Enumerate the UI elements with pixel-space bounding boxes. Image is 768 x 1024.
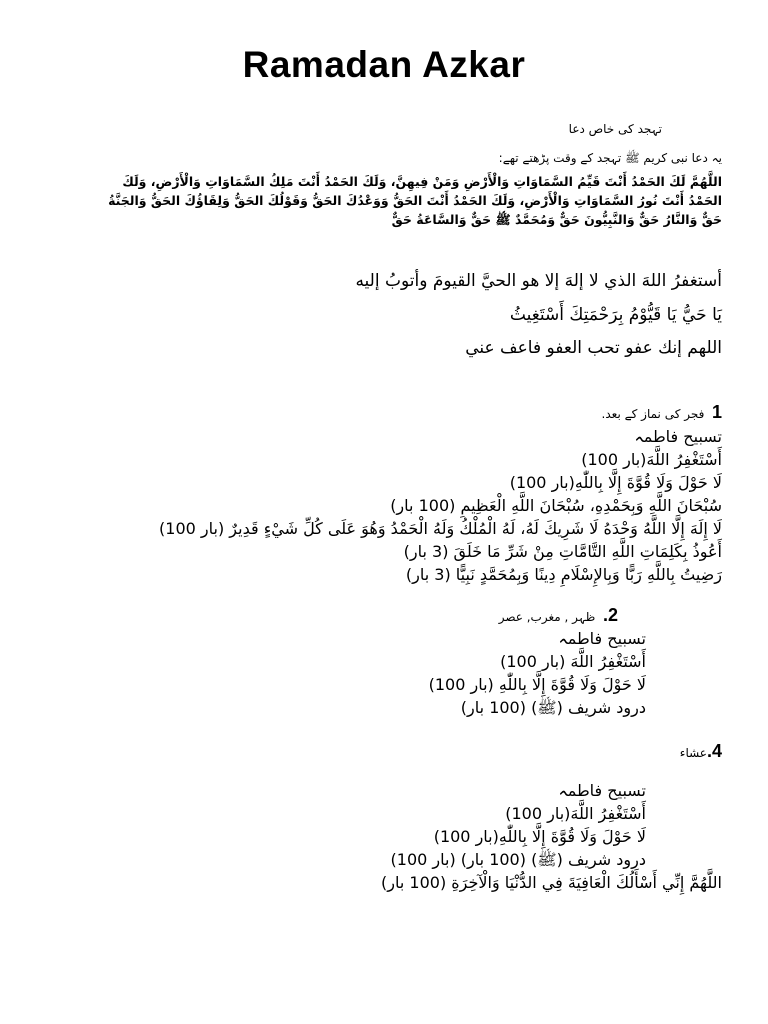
section-4-heading: [680, 741, 722, 762]
list-item: تسبيح فاطمہ: [558, 629, 646, 648]
list-item: أَسْتَغْفِرُ اللَّهَ(بار 100): [581, 450, 722, 469]
tahajjud-intro: یہ دعا نبی کریم ﷺ تہجد کے وقت پڑھتے تھے:: [498, 151, 722, 165]
list-item: أَسْتَغْفِرُ اللَّهَ (بار 100): [500, 652, 646, 671]
section-number: 1: [711, 402, 722, 422]
list-item: درود شريف (ﷺ) (100 بار) (بار 100): [390, 850, 646, 869]
tahajjud-dua: اللَّهُمَّ لَكَ الحَمْدُ أَنْتَ قَيِّمُ السَّمَاوَاتِ وَالْأَرْضِ وَمَنْ فِيهِنَّ، وَلَكَ الحَمْدُ أَنْتَ مَلِكُ السَّمَاوَاتِ وَالْأَرْضِ، وَلَكَ الحَمْدُ أَنْتَ نُورُ السَّمَاوَاتِ وَالْأَرْضِ، وَلَكَ الحَمْدُ أَنْتَ الحَقُّ وَوَعْدُكَ الحَقُّ وَقَوْلُكَ الحَقُّ وَلِقَاؤُكَ الحَقُّ وَالجَنَّةُ حَقٌّ وَالنَّارُ حَقٌّ وَالنَّبِيُّونَ حَقٌّ وَمُحَمَّدٌ ﷺ حَقٌّ وَالسَّاعَةُ حَقٌّ: [108, 174, 722, 227]
list-item: لَا حَوْلَ وَلَا قُوَّةَ إِلَّا بِاللّٰهِ(بار 100): [509, 473, 722, 492]
list-item: لَا حَوْلَ وَلَا قُوَّةَ إِلَّا بِاللّٰهِ(بار 100): [433, 827, 646, 846]
section-number: 4.: [706, 741, 722, 761]
list-item: لَا حَوْلَ وَلَا قُوَّةَ إِلَّا بِاللّٰهِ (بار 100): [428, 675, 646, 694]
istighfar-line: أستغفرُ اللهَ الذي لا إلهَ إلا هو الحيَّ القيومَ وأتوبُ إليه: [355, 271, 722, 291]
section-title: فجر کی نماز کے بعد.: [601, 407, 705, 421]
list-item: تسبيح فاطمہ: [634, 427, 722, 446]
list-item: أَعُوذُ بِكَلِمَاتِ اللَّهِ التَّامَّاتِ مِنْ شَرِّ مَا خَلَقَ (3 بار): [403, 542, 722, 561]
list-item: أَسْتَغْفِرُ اللَّهَ(بار 100): [505, 804, 646, 823]
afw-line: اللهم إنك عفو تحب العفو فاعف عني: [465, 338, 722, 358]
list-item: اللَّهُمَّ إِنِّي أَسْأَلُكَ الْعَافِيَةَ فِي الدُّنْيَا وَالْآخِرَةِ (100 بار): [381, 873, 722, 892]
list-item: تسبيح فاطمہ: [558, 781, 646, 800]
ya-hayyu-line: يَا حَيُّ يَا قَيُّوْمُ بِرَحْمَتِكَ أَسْتَغِيثُ: [509, 305, 722, 325]
section-title: عشاء: [679, 746, 707, 760]
list-item: سُبْحَانَ اللَّهِ وَبِحَمْدِهِ، سُبْحَانَ اللَّهِ الْعَظِيمِ (100 بار): [390, 496, 722, 515]
list-item: لَا إِلَهَ إِلَّا اللَّهُ وَحْدَهُ لَا شَرِيكَ لَهُ، لَهُ الْمُلْكُ وَلَهُ الْحَمْدُ وَهُوَ عَلَى كُلِّ شَيْءٍ قَدِيرٌ (بار 100): [159, 519, 722, 538]
section-1-heading: [602, 402, 722, 423]
list-item: درود شريف (ﷺ) (100 بار): [460, 698, 646, 717]
section-2-heading: [499, 605, 618, 626]
tahajjud-heading: تہجد کی خاص دعا: [568, 122, 662, 136]
section-number: 2.: [602, 605, 618, 625]
list-item: رَضِيتُ بِاللَّهِ رَبًّا وَبِالإِسْلَامِ دِينًا وَبِمُحَمَّدٍ نَبِيًّا (3 بار): [405, 565, 722, 584]
page-title: Ramadan Azkar: [242, 44, 526, 85]
section-title: ظہر , مغرب, عصر: [498, 610, 596, 624]
